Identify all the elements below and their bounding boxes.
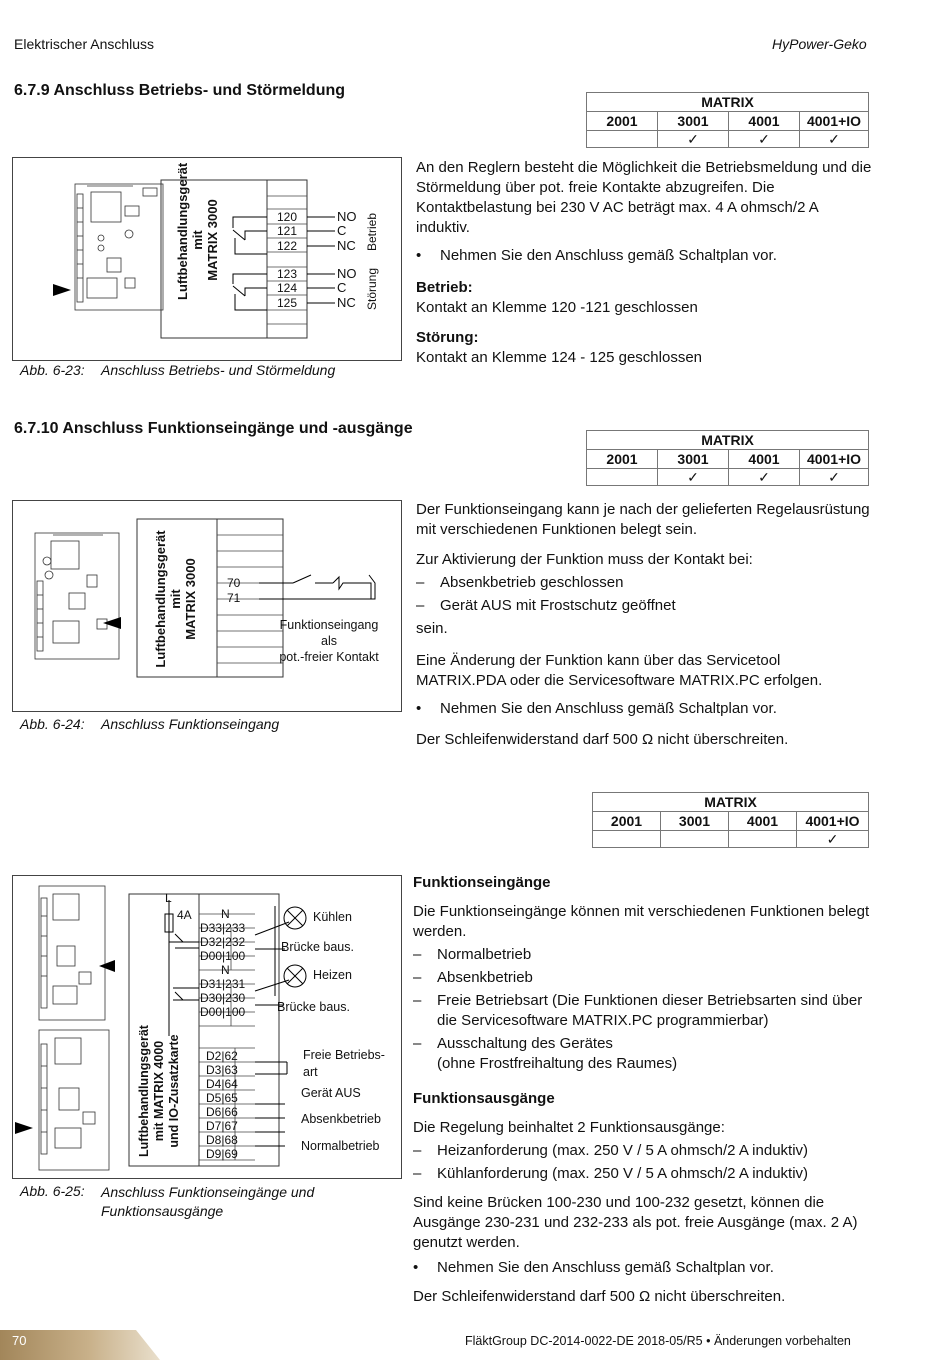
contact-nc: NC [337,295,356,310]
terminal-pair: D9|69 [206,1147,238,1161]
check-icon: ✓ [658,131,729,148]
bruecke-label: Brücke baus. [277,1000,350,1014]
l-label: L [165,891,172,905]
figure-6-24 [12,500,402,712]
terminal-pair: D7|67 [206,1119,238,1133]
matrix-cell [587,131,658,148]
bullet-item: • Nehmen Sie den Anschluss gemäß Schaltplan vor. [416,700,777,717]
dash-item: – Gerät AUS mit Frostschutz geöffnet [416,597,676,614]
check-icon: ✓ [800,131,869,148]
device-label: Luftbehandlungsgerät mit MATRIX 3000 [175,162,220,300]
arrow-icon [99,960,115,972]
matrix-title: MATRIX [587,93,869,112]
normalbetrieb-label: Normalbetrieb [301,1139,380,1153]
wiring-diagram-2 [13,501,401,711]
absenkbetrieb-label: Absenkbetrieb [301,1112,381,1126]
terminal-label: 120 [277,210,298,224]
check-icon: ✓ [729,469,800,486]
matrix-col: 4001+IO [797,812,869,831]
paragraph: Sind keine Brücken 100-230 und 100-232 gesetzt, können die Ausgänge 230-231 und 232-233 als pot. freie Ausgänge (max. 2 A) genutzt werden. [413,1194,858,1251]
dash-item: – Freie Betriebsart (Die Funktionen dieser Betriebsarten sind über die Servicesoftware MATRIX.PC programmierbar) [413,992,863,1029]
dash-item: – Absenkbetrieb [413,969,533,986]
terminal-pair: D3|63 [206,1063,238,1077]
subheading-stoerung: Störung: [416,329,479,346]
paragraph: Die Funktionseingänge können mit verschiedenen Funktionen belegt werden. [413,903,870,940]
subheading-funktionseingaenge: Funktionseingänge [413,874,551,891]
matrix-col: 4001 [729,812,797,831]
matrix-table-3 [592,792,869,848]
device-label: Luftbehandlungsgerät mit MATRIX 3000 [153,530,198,668]
heizen-label: Heizen [313,968,352,982]
paragraph: Die Regelung beinhaltet 2 Funktionsausgänge: [413,1119,725,1136]
dash-item: – Absenkbetrieb geschlossen [416,574,624,591]
dash-item: – Heizanforderung (max. 250 V / 5 A ohmsch/2 A induktiv) [413,1142,809,1159]
terminal-pair: D30|230 [200,991,246,1005]
matrix-title: MATRIX [593,793,869,812]
matrix-table-1 [586,92,869,148]
matrix-col: 4001 [729,450,800,469]
paragraph: sein. [416,620,448,637]
controller-board-icon [35,533,119,659]
matrix-col: 3001 [661,812,729,831]
bullet-item: • Nehmen Sie den Anschluss gemäß Schaltplan vor. [413,1259,774,1276]
paragraph: Kontakt an Klemme 124 - 125 geschlossen [416,349,703,366]
controller-board-icon [39,886,105,1020]
fuse-label: 4A [177,908,192,922]
terminal-label: 70 [227,576,241,590]
figure-caption-number: Abb. 6-23: [20,362,85,378]
arrow-icon [53,284,71,296]
arrow-icon [15,1122,33,1134]
paragraph: Der Funktionseingang kann je nach der gelieferten Regelausrüstung mit verschiedenen Funktionen belegt sein. [416,501,870,538]
page-number: 70 [12,1333,27,1348]
paragraph: Zur Aktivierung der Funktion muss der Kontakt bei: [416,551,753,568]
n-label: N [221,907,230,921]
controller-board-icon [75,184,163,310]
terminal-pair: D00|100 [200,949,246,963]
terminal-pair: D2|62 [206,1049,238,1063]
dash-item-continued: (ohne Frostfreihaltung des Raumes) [437,1055,678,1072]
matrix-cell [593,831,661,848]
contact-c: C [337,280,347,295]
dash-item: – Kühlanforderung (max. 250 V / 5 A ohmsch/2 A induktiv) [413,1165,809,1182]
function-input-note: Funktionseingang als pot.-freier Kontakt [279,618,379,664]
io-board-icon [39,1030,109,1170]
check-icon: ✓ [729,131,800,148]
matrix-col: 2001 [587,450,658,469]
geraet-aus-label: Gerät AUS [301,1086,361,1100]
terminal-pair: D32|232 [200,935,246,949]
terminal-pair: D8|68 [206,1133,238,1147]
terminal-label: 125 [277,296,298,310]
terminal-pair: D33|233 [200,921,246,935]
contact-no: NO [337,209,357,224]
kuehlen-label: Kühlen [313,910,352,924]
section-heading-6-7-10: 6.7.10 Anschluss Funktionseingänge und -ausgänge [14,420,413,437]
contact-nc: NC [337,238,356,253]
dash-item: – Normalbetrieb [413,946,532,963]
matrix-col: 4001+IO [800,112,869,131]
device-label: Luftbehandlungsgerät mit MATRIX 4000 und IO-Zusatzkarte [137,1025,181,1157]
terminal-label: 124 [277,281,298,295]
paragraph: Der Schleifenwiderstand darf 500 Ω nicht überschreiten. [413,1288,786,1305]
contact-no: NO [337,266,357,281]
matrix-cell [729,831,797,848]
terminal-pair: D31|231 [200,977,246,991]
terminal-pair: D6|66 [206,1105,238,1119]
running-header-right: HyPower-Geko [772,36,867,52]
matrix-col: 4001+IO [800,450,869,469]
bullet-item: • Nehmen Sie den Anschluss gemäß Schaltplan vor. [416,247,777,264]
terminal-label: 71 [227,591,241,605]
check-icon: ✓ [800,469,869,486]
figure-caption: Anschluss Funktionseingang [101,716,280,732]
figure-caption-number: Abb. 6-25: [20,1183,85,1199]
figure-caption: Anschluss Betriebs- und Störmeldung [101,362,336,378]
paragraph: Der Schleifenwiderstand darf 500 Ω nicht überschreiten. [416,731,789,748]
matrix-table-2 [586,430,869,486]
figure-6-23 [12,157,402,361]
dash-item: – Ausschaltung des Gerätes [413,1035,613,1052]
bruecke-label: Brücke baus. [281,940,354,954]
n-label: N [221,963,230,977]
matrix-col: 4001 [729,112,800,131]
paragraph: Kontakt an Klemme 120 -121 geschlossen [416,299,698,316]
terminal-pair: D00|100 [200,1005,246,1019]
footer-text: FläktGroup DC-2014-0022-DE 2018-05/R5 • Änderungen vorbehalten [465,1334,851,1348]
matrix-cell [587,469,658,486]
contact-c: C [337,223,347,238]
terminal-pair: D4|64 [206,1077,238,1091]
matrix-col: 2001 [593,812,661,831]
matrix-cell [661,831,729,848]
freie-betriebsart-label: Freie Betriebs- art [303,1048,385,1079]
terminal-pair: D5|65 [206,1091,238,1105]
paragraph: Eine Änderung der Funktion kann über das Servicetool MATRIX.PDA oder die Servicesoftware MATRIX.PC erfolgen. [416,652,823,689]
figure-caption-number: Abb. 6-24: [20,716,85,732]
stoerung-label: Störung [365,267,379,310]
subheading-betrieb: Betrieb: [416,279,473,296]
section1-text [416,158,872,368]
section3-text [413,873,875,1307]
terminal-label: 122 [277,239,298,253]
figure-caption: Anschluss Funktionseingänge und Funktionsausgänge [101,1184,315,1219]
matrix-title: MATRIX [587,431,869,450]
matrix-col: 3001 [658,112,729,131]
section2-text [416,500,872,750]
terminal-label: 121 [277,224,298,238]
check-icon: ✓ [797,831,869,848]
section-heading-6-7-9: 6.7.9 Anschluss Betriebs- und Störmeldung [14,82,346,99]
figure-6-25 [12,875,402,1179]
running-header-left: Elektrischer Anschluss [14,36,155,52]
check-icon: ✓ [658,469,729,486]
matrix-col: 3001 [658,450,729,469]
terminal-label: 123 [277,267,298,281]
matrix-col: 2001 [587,112,658,131]
subheading-funktionsausgaenge: Funktionsausgänge [413,1090,555,1107]
betrieb-label: Betrieb [365,212,379,251]
paragraph: An den Reglern besteht die Möglichkeit die Betriebsmeldung und die Störmeldung über pot. freie Kontakte abzugreifen. Die Kontaktbelastung bei 230 V AC beträgt max. 4 A ohmsch/2 A induktiv. [416,159,872,236]
